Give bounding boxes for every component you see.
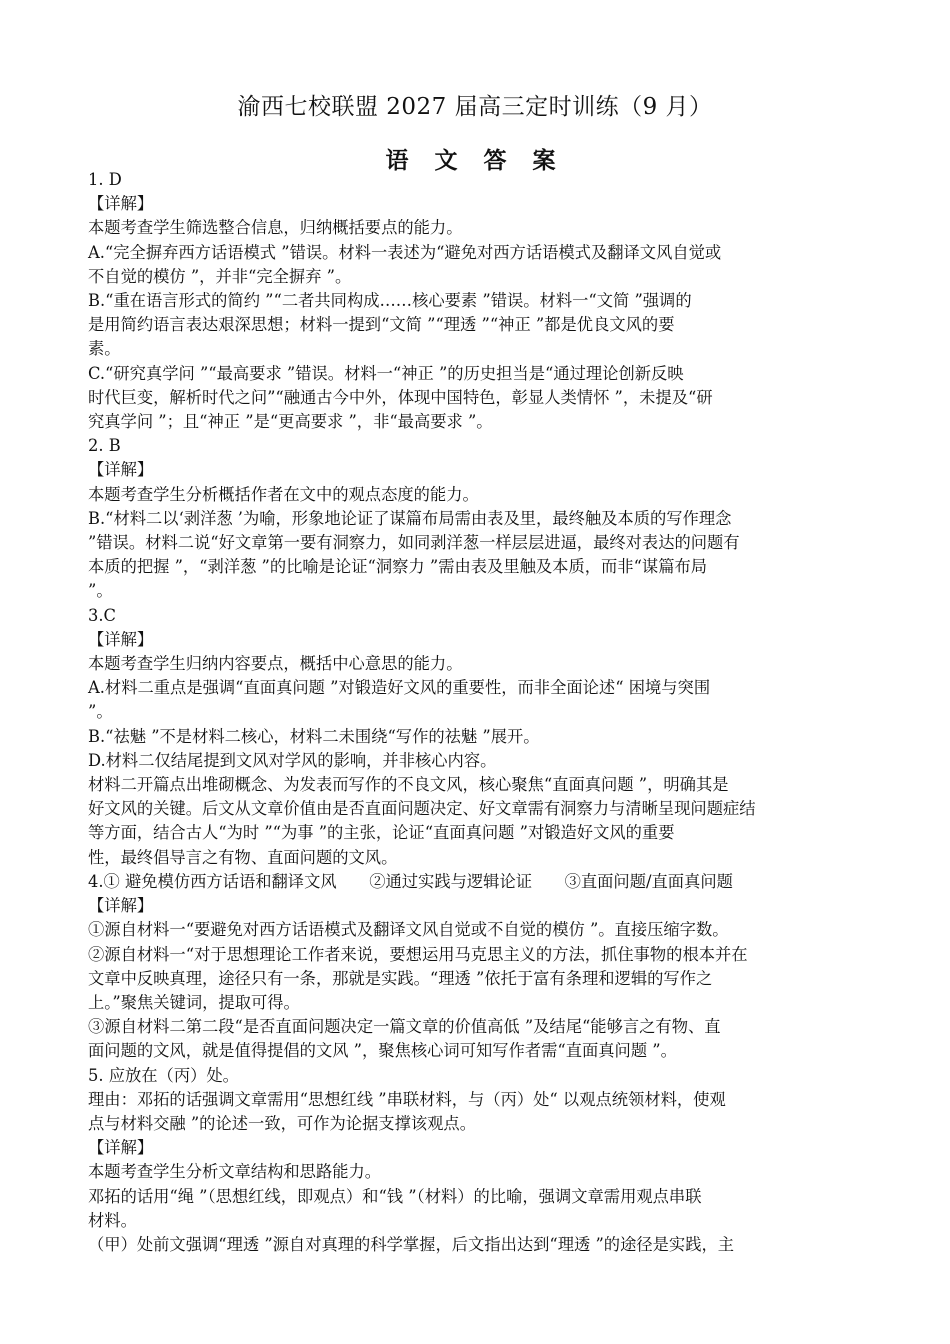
page-subtitle: 语 文 答 案	[385, 147, 565, 174]
text-line: 【详解】	[88, 896, 154, 916]
text-line: 理由：邓拓的话强调文章需用“思想红线 ”串联材料，与（丙）处“ 以观点统领材料，使观	[88, 1089, 726, 1109]
text-line: 点与材料交融 ”的论述一致，可作为论据支撑该观点。	[88, 1113, 476, 1133]
text-line: B.“祛魅 ”不是材料二核心，材料二未围绕“写作的祛魅 ”展开。	[88, 726, 540, 746]
text-line: 好文风的关键。后文从文章价值由是否直面问题决定、好文章需有洞察力与清晰呈现问题症结	[88, 799, 756, 819]
text-line: 【详解】	[88, 1138, 154, 1158]
text-line: 本题考查学生分析概括作者在文中的观点态度的能力。	[88, 484, 479, 504]
text-line: 1. D	[88, 170, 122, 189]
text-line: 材料二开篇点出堆砌概念、为发表而写作的不良文风，核心聚焦“直面真问题 ”，明确其是	[88, 775, 729, 795]
text-line: （甲）处前文强调“理透 ”源自对真理的科学掌握，后文指出达到“理透 ”的途径是实践，主	[88, 1234, 735, 1254]
text-line: 等方面，结合古人“为时 ”“为事 ”的主张，论证“直面真问题 ”对锻造好文风的重要	[88, 823, 675, 843]
text-line: D.材料二仅结尾提到文风对学风的影响，并非核心内容。	[88, 750, 497, 770]
text-line: ①源自材料一“要避免对西方话语模式及翻译文风自觉或不自觉的模仿 ”。直接压缩字数。	[88, 920, 729, 940]
text-line: 不自觉的模仿 ”，并非“完全摒弃 ”。	[88, 266, 352, 286]
text-line: C.“研究真学问 ”“最高要求 ”错误。材料一“神正 ”的历史担当是“通过理论创新反映	[88, 363, 684, 383]
text-line: B.“重在语言形式的简约 ”“二者共同构成……核心要素 ”错误。材料一“文简 ”强调的	[88, 291, 692, 311]
text-line: 4.① 避免模仿西方话语和翻译文风 ②通过实践与逻辑论证 ③直面问题/直面真问题	[88, 871, 733, 891]
text-line: 究真学问 ”；且“神正 ”是“更高要求 ”，非“最高要求 ”。	[88, 412, 493, 432]
text-line: 【详解】	[88, 460, 154, 480]
text-line: ②源自材料一“对于思想理论工作者来说，要想运用马克思主义的方法，抓住事物的根本并在	[88, 944, 748, 964]
text-line: 本题考查学生归纳内容要点，概括中心意思的能力。	[88, 654, 463, 674]
page-title: 渝西七校联盟 2027 届高三定时训练（9 月）	[237, 94, 713, 120]
text-line: ”。	[88, 702, 113, 722]
text-line: 时代巨变，解析时代之问”“融通古今中外，体现中国特色，彰显人类情怀 ”，未提及“研	[88, 387, 713, 407]
text-line: 【详解】	[88, 194, 154, 214]
text-line: 本题考查学生筛选整合信息，归纳概括要点的能力。	[88, 218, 463, 238]
text-line: A.材料二重点是强调“直面真问题 ”对锻造好文风的重要性，而非全面论述“ 困境与突围	[88, 678, 711, 698]
text-line: 【详解】	[88, 629, 154, 649]
text-line: 3.C	[88, 605, 116, 625]
text-line: 材料。	[88, 1210, 137, 1230]
text-line: 性，最终倡导言之有物、直面问题的文风。	[88, 847, 398, 867]
text-line: 2. B	[88, 436, 121, 456]
text-line: ”错误。材料二说“好文章第一要有洞察力，如同剥洋葱一样层层进逼，最终对表达的问题有	[88, 533, 740, 553]
text-line: 面问题的文风，就是值得提倡的文风 ”，聚焦核心词可知写作者需“直面真问题 ”。	[88, 1041, 677, 1061]
answer-body	[88, 168, 888, 1257]
text-line: 文章中反映真理，途径只有一条，那就是实践。“理透 ”依托于富有条理和逻辑的写作之	[88, 968, 713, 988]
text-line: 本质的把握 ”，“剥洋葱 ”的比喻是论证“洞察力 ”需由表及里触及本质，而非“谋篇布局	[88, 557, 708, 577]
text-line: B.“材料二以‘剥洋葱 ’为喻，形象地论证了谋篇布局需由表及里，最终触及本质的写作理念	[88, 508, 732, 528]
text-line: ”。	[88, 581, 113, 601]
text-line: 是用简约语言表达艰深思想；材料一提到“文简 ”“理透 ”“神正 ”都是优良文风的要	[88, 315, 675, 335]
text-line: 素。	[88, 339, 121, 359]
text-line: 邓拓的话用“绳 ”（思想红线，即观点）和“钱 ”（材料）的比喻，强调文章需用观点串联	[88, 1186, 702, 1206]
text-line: A.“完全摒弃西方话语模式 ”错误。材料一表述为“避免对西方话语模式及翻译文风自觉或	[88, 242, 722, 262]
text-line: ③源自材料二第二段“是否直面问题决定一篇文章的价值高低 ”及结尾“能够言之有物、直	[88, 1017, 721, 1037]
text-line: 本题考查学生分析文章结构和思路能力。	[88, 1162, 382, 1182]
text-line: 上。”聚焦关键词，提取可得。	[88, 992, 300, 1012]
text-line: 5. 应放在（丙）处。	[88, 1065, 239, 1085]
